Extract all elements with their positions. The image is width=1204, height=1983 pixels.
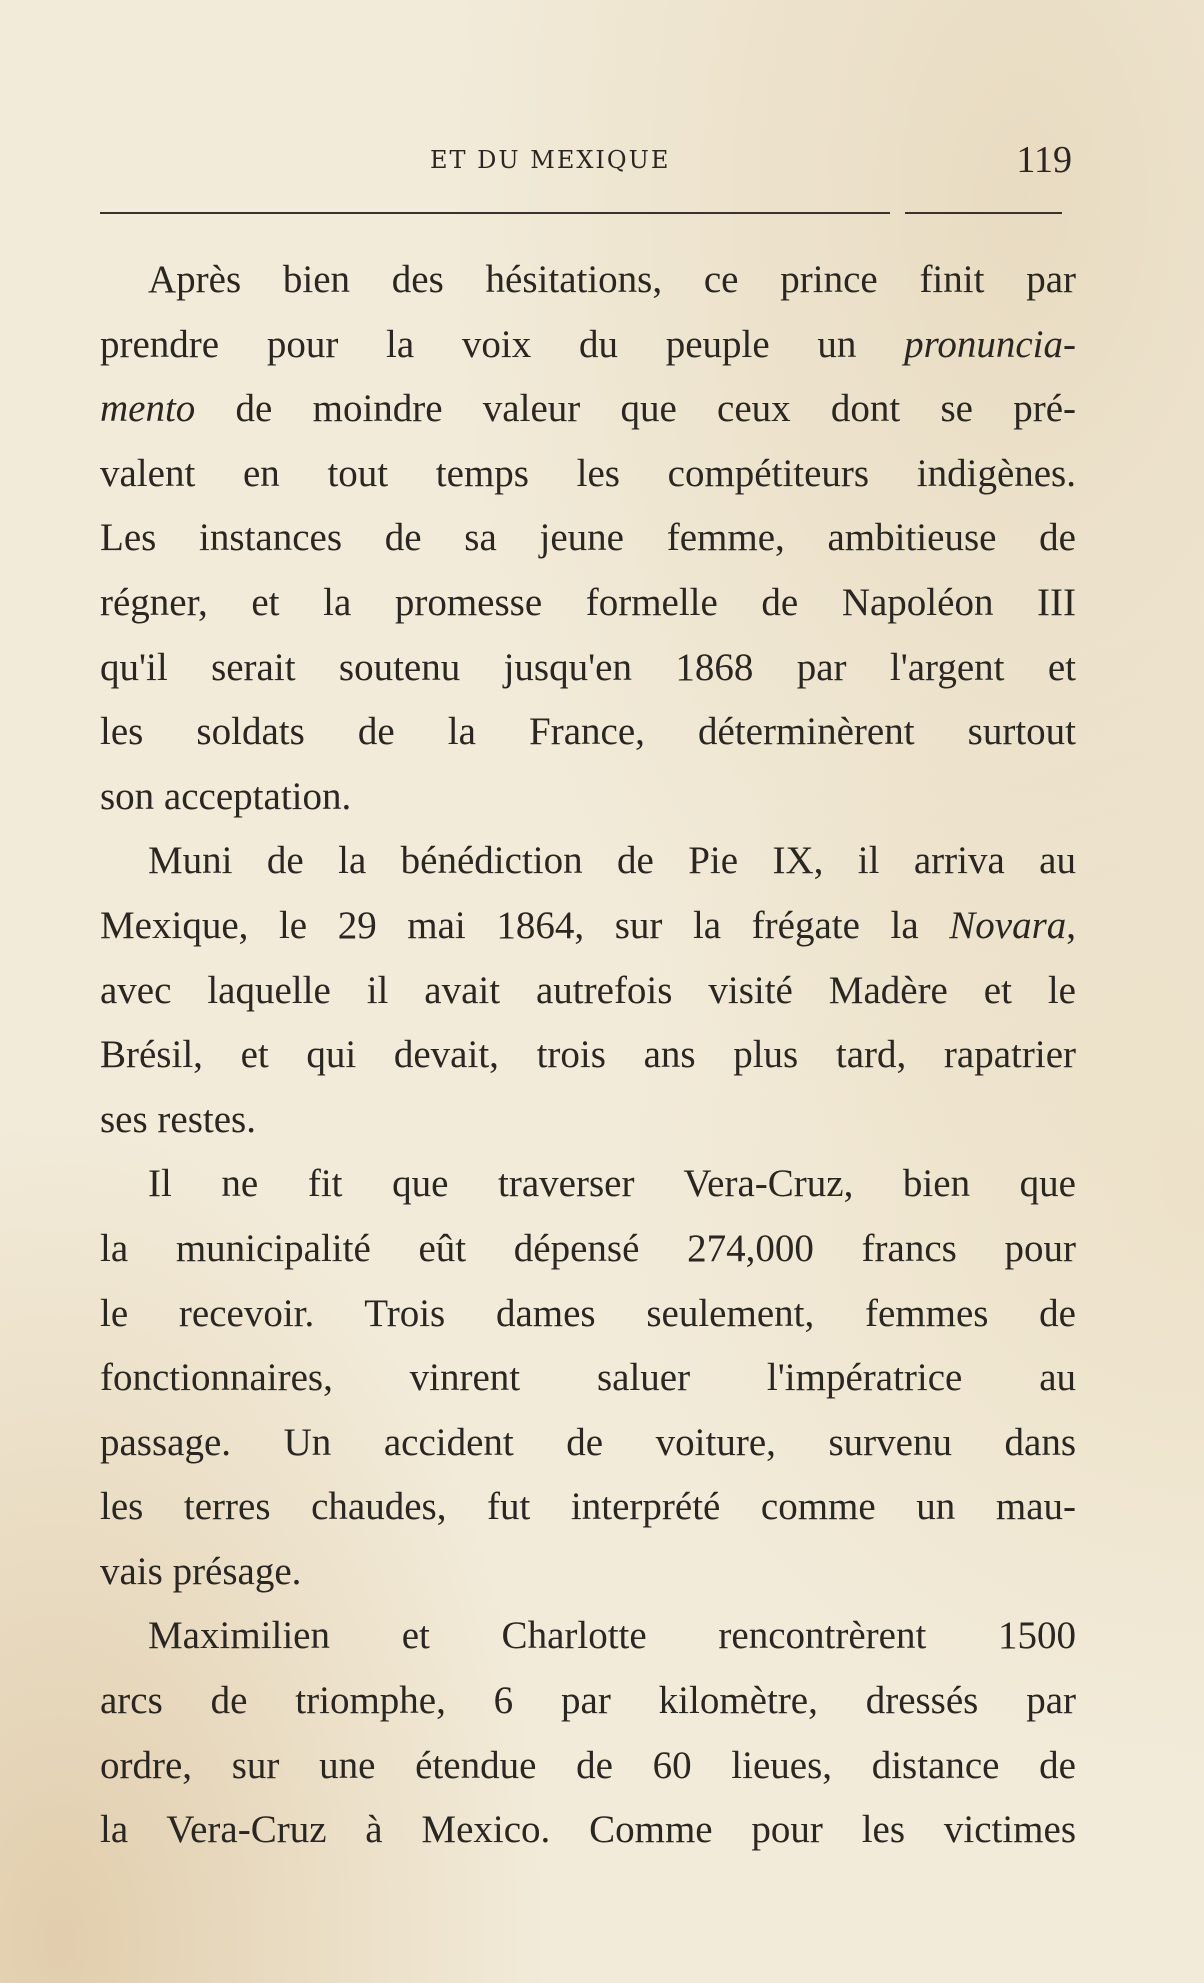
text-line: Il ne fit que traverser Vera-Cruz, bien que: [148, 1162, 1076, 1206]
text-line: le recevoir. Trois dames seulement, femmes de: [100, 1291, 1076, 1335]
text-line: Brésil, et qui devait, trois ans plus tard, rapatrier: [100, 1033, 1076, 1077]
text-line: la municipalité eût dépensé 274,000 francs pour: [100, 1226, 1076, 1270]
text-line: les terres chaudes, fut interprété comme un mau-: [100, 1485, 1076, 1529]
paragraph: [100, 248, 1076, 829]
page-header: [100, 138, 1072, 188]
text-line: Après bien des hésitations, ce prince finit par: [148, 258, 1076, 301]
paragraph: [100, 1604, 1076, 1862]
body-text: [100, 248, 1076, 1863]
italic-term: pronuncia-: [904, 322, 1076, 366]
text-line: la Vera-Cruz à Mexico. Comme pour les victimes: [100, 1808, 1076, 1852]
text-line: Maximilien et Charlotte rencontrèrent 1500: [148, 1614, 1076, 1658]
text-line: les soldats de la France, déterminèrent surtout: [100, 710, 1076, 754]
text-line: Les instances de sa jeune femme, ambitieuse de: [100, 516, 1076, 560]
text-line: son acceptation.: [100, 774, 352, 818]
text-line: mento de moindre valeur que ceux dont se pré-: [100, 387, 1076, 431]
italic-term: mento: [100, 387, 196, 431]
text-line: arcs de triomphe, 6 par kilomètre, dressés par: [100, 1679, 1076, 1723]
header-rule: [100, 212, 890, 214]
text-line: ordre, sur une étendue de 60 lieues, distance de: [100, 1743, 1076, 1787]
text-line: fonctionnaires, vinrent saluer l'impératrice au: [100, 1356, 1076, 1400]
text-line: qu'il serait soutenu jusqu'en 1868 par l'argent et: [100, 645, 1076, 689]
text-line: vais présage.: [100, 1549, 302, 1593]
text-line: ses restes.: [100, 1097, 256, 1141]
text-line: Mexique, le 29 mai 1864, sur la frégate la Novara,: [100, 903, 1076, 947]
text-line: valent en tout temps les compétiteurs indigènes.: [100, 451, 1076, 495]
text-line: prendre pour la voix du peuple un pronuncia-: [100, 322, 1076, 366]
text-line: Muni de la bénédiction de Pie IX, il arriva au: [148, 839, 1076, 883]
text-line: avec laquelle il avait autrefois visité Madère et le: [100, 968, 1076, 1012]
italic-term: Novara: [949, 903, 1067, 947]
page-number: 119: [1016, 139, 1072, 181]
header-rule-segment: [905, 212, 1062, 214]
text-line: passage. Un accident de voiture, survenu dans: [100, 1420, 1076, 1464]
paragraph: [100, 1152, 1076, 1604]
paragraph: [100, 829, 1076, 1152]
text-line: régner, et la promesse formelle de Napoléon III: [100, 580, 1076, 624]
running-title: ET DU MEXIQUE: [430, 146, 671, 174]
